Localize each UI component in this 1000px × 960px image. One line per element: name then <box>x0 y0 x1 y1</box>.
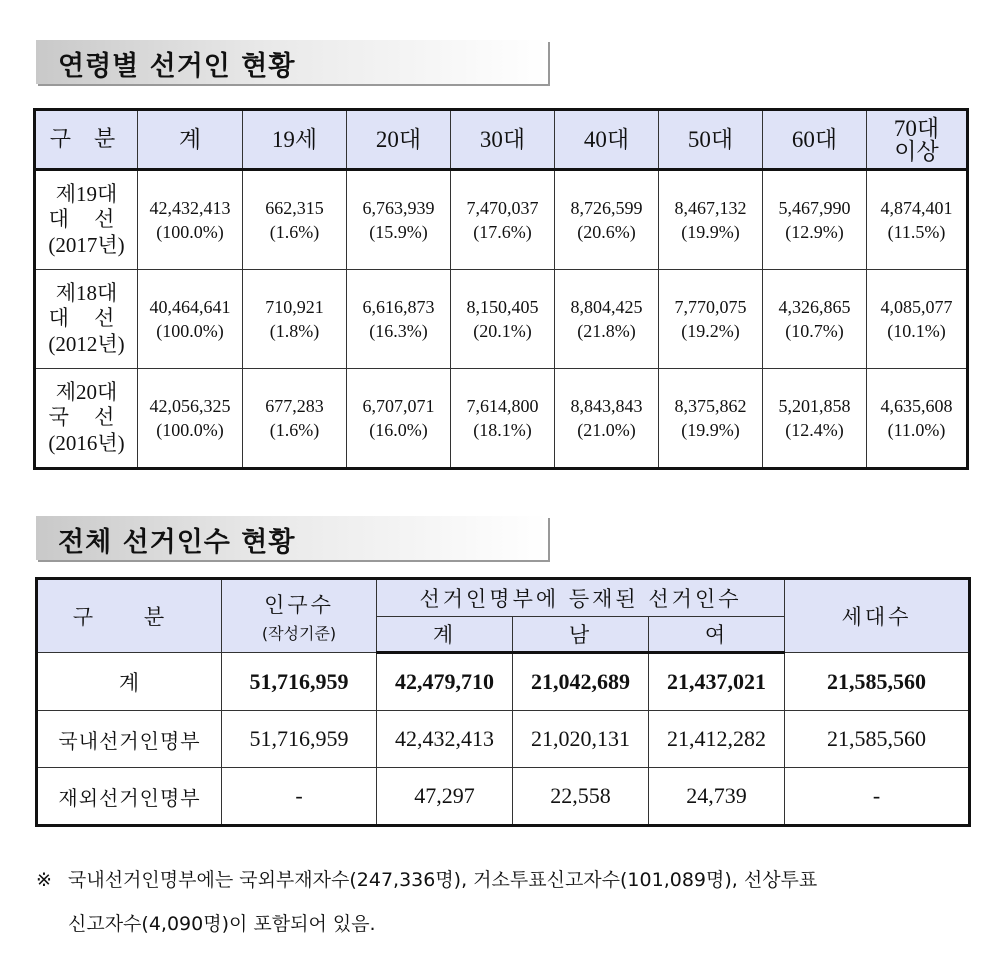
age-table-cell <box>243 270 347 369</box>
row-label-line: 제18대 <box>55 281 118 306</box>
age-table-cell <box>138 270 243 369</box>
cell-percent: (20.6%) <box>577 222 636 242</box>
age-table-cell <box>763 270 867 369</box>
cell-percent: (19.9%) <box>681 222 740 242</box>
cell-percent: (16.3%) <box>369 321 428 341</box>
header-category: 구 분 <box>37 579 222 653</box>
cell-percent: (10.1%) <box>887 321 946 341</box>
cell-count: 42,056,325 <box>149 395 231 416</box>
age-table-cell <box>555 170 659 270</box>
age-table-cell <box>867 369 968 469</box>
age-voter-table <box>33 108 969 470</box>
cell-percent: (15.9%) <box>369 222 428 242</box>
cell-percent: (1.6%) <box>269 222 320 242</box>
cell-percent: (11.0%) <box>887 420 946 440</box>
voter-cell-label: 재외선거인명부 <box>37 768 222 826</box>
cell-count: 40,464,641 <box>149 296 231 317</box>
voter-table-row <box>37 711 970 768</box>
row-label-line: (2012년) <box>48 331 125 356</box>
age-table-cell <box>763 170 867 270</box>
row-label-line: 대 선 <box>48 207 125 232</box>
header-registered-total: 계 <box>377 617 513 653</box>
row-label <box>35 270 138 369</box>
header-age-40s: 40대 <box>555 110 659 170</box>
voter-cell-female: 21,437,021 <box>649 653 785 711</box>
cell-percent: (100.0%) <box>156 420 224 440</box>
age-table-cell <box>659 170 763 270</box>
voter-table-row <box>37 653 970 711</box>
voter-cell-label: 국내선거인명부 <box>37 711 222 768</box>
age-table-cell <box>243 170 347 270</box>
age-table-cell <box>555 270 659 369</box>
cell-count: 8,150,405 <box>466 296 539 317</box>
cell-percent: (1.6%) <box>269 420 320 440</box>
header-age-50s: 50대 <box>659 110 763 170</box>
cell-percent: (20.1%) <box>473 321 532 341</box>
cell-percent: (100.0%) <box>156 222 224 242</box>
age-table-cell <box>763 369 867 469</box>
age-table-cell <box>451 270 555 369</box>
voter-cell-female: 21,412,282 <box>649 711 785 768</box>
cell-count: 7,614,800 <box>466 395 539 416</box>
cell-count: 7,470,037 <box>466 197 539 218</box>
cell-count: 8,467,132 <box>674 197 747 218</box>
footnote-line-1 <box>36 858 976 902</box>
cell-count: 4,874,401 <box>880 197 953 218</box>
footnote-text-1: 국내선거인명부에는 국외부재자수(247,336명), 거소투표신고자수(101,089명), 선상투표 <box>68 869 818 891</box>
age-table-cell <box>347 369 451 469</box>
row-label-line: (2016년) <box>48 430 125 455</box>
cell-percent: (100.0%) <box>156 321 224 341</box>
section-title-total-text: 전체 선거인수 현황 <box>58 527 296 558</box>
header-age-30s: 30대 <box>451 110 555 170</box>
age-table-cell <box>659 270 763 369</box>
header-total: 계 <box>138 110 243 170</box>
voter-cell-male: 21,042,689 <box>513 653 649 711</box>
voter-cell-label: 계 <box>37 653 222 711</box>
age-table-cell <box>243 369 347 469</box>
header-registered: 선거인명부에 등재된 선거인수 <box>377 579 785 617</box>
cell-count: 5,201,858 <box>778 395 851 416</box>
age-table-cell <box>347 170 451 270</box>
voter-cell-households: - <box>785 768 970 826</box>
age-table-cell <box>867 170 968 270</box>
voter-cell-population: 51,716,959 <box>222 711 377 768</box>
cell-count: 6,616,873 <box>362 296 435 317</box>
row-label-line: 대 선 <box>48 306 125 331</box>
age-table-cell <box>138 170 243 270</box>
cell-percent: (1.8%) <box>269 321 320 341</box>
voter-cell-population: - <box>222 768 377 826</box>
cell-count: 4,085,077 <box>880 296 953 317</box>
header-population-sub: (작성기준) <box>261 623 337 643</box>
header-category: 구 분 <box>35 110 138 170</box>
age-table-row <box>35 369 968 469</box>
header-age-60s: 60대 <box>763 110 867 170</box>
header-population <box>222 579 377 653</box>
cell-percent: (17.6%) <box>473 222 532 242</box>
cell-count: 5,467,990 <box>778 197 851 218</box>
cell-count: 710,921 <box>265 296 324 317</box>
cell-count: 4,326,865 <box>778 296 851 317</box>
cell-count: 677,283 <box>265 395 324 416</box>
header-registered-female: 여 <box>649 617 785 653</box>
section-title-age-text: 연령별 선거인 현황 <box>58 51 296 82</box>
cell-percent: (19.2%) <box>681 321 740 341</box>
footnote <box>36 858 976 946</box>
row-label <box>35 170 138 270</box>
cell-count: 4,635,608 <box>880 395 953 416</box>
age-table-cell <box>138 369 243 469</box>
age-table-cell <box>555 369 659 469</box>
voter-cell-total: 42,432,413 <box>377 711 513 768</box>
cell-percent: (18.1%) <box>473 420 532 440</box>
voter-cell-households: 21,585,560 <box>785 653 970 711</box>
age-table-cell <box>867 270 968 369</box>
cell-count: 8,804,425 <box>570 296 643 317</box>
cell-percent: (12.4%) <box>785 420 844 440</box>
age-table-cell <box>347 270 451 369</box>
cell-percent: (21.8%) <box>577 321 636 341</box>
voter-cell-male: 21,020,131 <box>513 711 649 768</box>
voter-cell-male: 22,558 <box>513 768 649 826</box>
age-table-row <box>35 170 968 270</box>
total-voter-table <box>35 577 971 827</box>
footnote-line-2: 신고자수(4,090명)이 포함되어 있음. <box>68 913 376 935</box>
header-age-20s: 20대 <box>347 110 451 170</box>
header-population-text: 인구수 <box>264 592 334 617</box>
header-age-70plus-line1: 70대 <box>893 115 940 141</box>
voter-cell-population: 51,716,959 <box>222 653 377 711</box>
cell-percent: (19.9%) <box>681 420 740 440</box>
age-table-cell <box>451 369 555 469</box>
voter-cell-female: 24,739 <box>649 768 785 826</box>
voter-cell-total: 42,479,710 <box>377 653 513 711</box>
cell-count: 6,763,939 <box>362 197 435 218</box>
cell-percent: (11.5%) <box>887 222 946 242</box>
header-age-70plus <box>867 110 968 170</box>
row-label <box>35 369 138 469</box>
cell-count: 8,375,862 <box>674 395 747 416</box>
cell-percent: (12.9%) <box>785 222 844 242</box>
row-label-line: 제20대 <box>55 380 118 405</box>
header-age-70plus-line2: 이상 <box>894 138 939 164</box>
cell-percent: (21.0%) <box>577 420 636 440</box>
section-title-total <box>36 516 548 560</box>
row-label-line: (2017년) <box>48 232 125 257</box>
age-table-cell <box>659 369 763 469</box>
cell-count: 8,726,599 <box>570 197 643 218</box>
voter-cell-households: 21,585,560 <box>785 711 970 768</box>
row-label-line: 국 선 <box>48 405 125 430</box>
cell-count: 8,843,843 <box>570 395 643 416</box>
voter-cell-total: 47,297 <box>377 768 513 826</box>
voter-table-header-row-1 <box>37 579 970 617</box>
voter-table-row <box>37 768 970 826</box>
row-label-line: 제19대 <box>55 182 118 207</box>
age-table-cell <box>451 170 555 270</box>
header-registered-male: 남 <box>513 617 649 653</box>
age-table-row <box>35 270 968 369</box>
cell-percent: (16.0%) <box>369 420 428 440</box>
cell-percent: (10.7%) <box>785 321 844 341</box>
section-title-age <box>36 40 548 84</box>
cell-count: 662,315 <box>265 197 324 218</box>
header-households: 세대수 <box>785 579 970 653</box>
footnote-mark: ※ <box>36 869 52 891</box>
cell-count: 6,707,071 <box>362 395 435 416</box>
header-age-19: 19세 <box>243 110 347 170</box>
cell-count: 7,770,075 <box>674 296 747 317</box>
cell-count: 42,432,413 <box>149 197 231 218</box>
age-table-header-row <box>35 110 968 170</box>
